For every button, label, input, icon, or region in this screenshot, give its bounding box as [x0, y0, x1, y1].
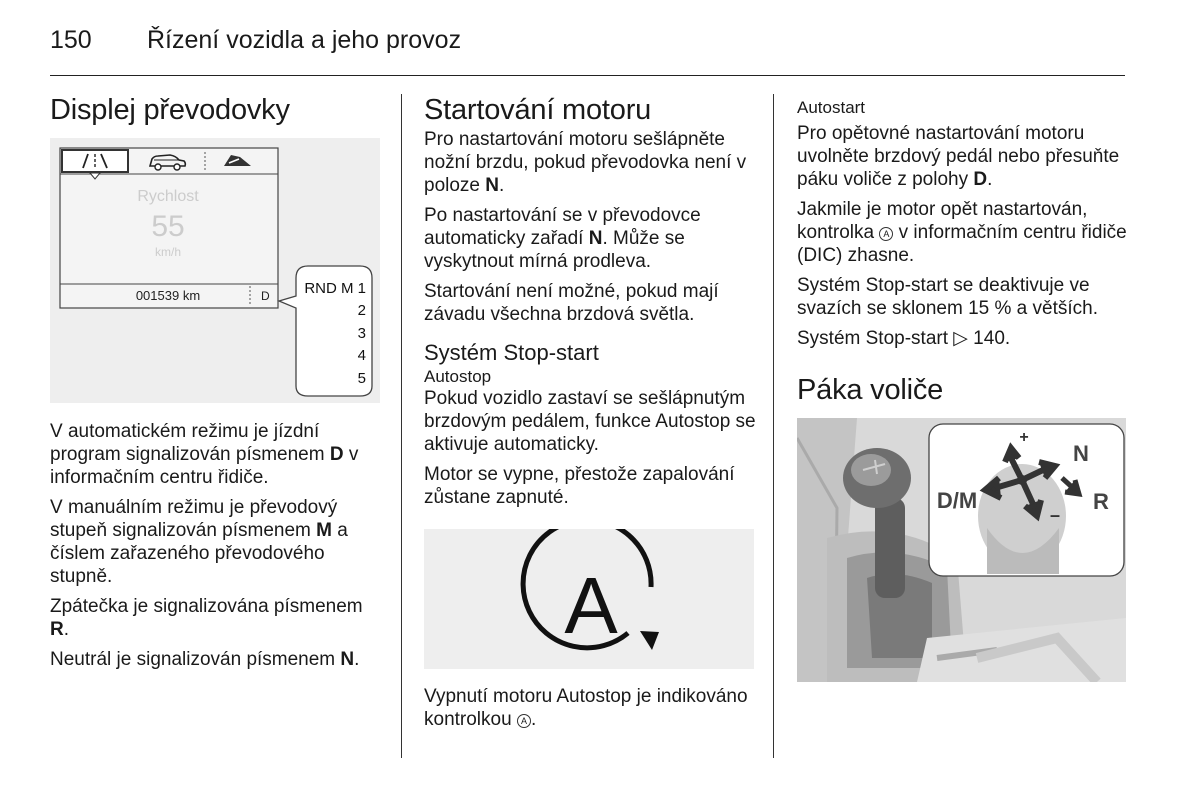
- lever-n-label: N: [1073, 441, 1089, 466]
- paragraph-stop-start-ref: Systém Stop-start ▷ 140.: [797, 328, 1011, 349]
- lever-minus-label: –: [1049, 505, 1061, 525]
- lever-r-label: R: [1093, 489, 1109, 514]
- autostop-symbol-icon: A: [879, 227, 893, 241]
- column-autostart: [797, 97, 1127, 682]
- subheading-stop-start: Systém Stop-start: [424, 340, 599, 365]
- callout-gear-5: 5: [357, 370, 366, 387]
- paragraph-autostart-restart: Pro opětovné nastartování motoru uvolněte brzdový pedál nebo přesuňte páku voliče z polohy D.: [797, 123, 1120, 190]
- odometer: 001539 km: [135, 288, 201, 303]
- paragraph-after-start: Po nastartování se v převodovce automaticky zařadí N. Může se vyskytnout mírná prodleva.: [424, 205, 701, 272]
- column-transmission-display: [50, 92, 382, 678]
- dic-display-figure: [50, 138, 380, 403]
- paragraph-brake-lights: Startování není možné, pokud mají závadu všechna brzdová světla.: [424, 281, 719, 325]
- subheading-autostop: Autostop: [424, 367, 492, 386]
- selector-lever-figure: [797, 418, 1126, 682]
- speed-label: Rychlost: [137, 188, 199, 205]
- paragraph-slope-deactivation: Systém Stop-start se deaktivuje ve svazích se sklonem 15 % a větších.: [797, 275, 1098, 319]
- paragraph-autostop: Pokud vozidlo zastaví se sešlápnutým brzdovým pedálem, funkce Autostop se aktivuje automaticky.: [424, 388, 756, 455]
- heading-engine-start: Startování motoru: [424, 94, 652, 126]
- subheading-autostart: Autostart: [797, 98, 866, 117]
- speed-value: 55: [151, 210, 185, 243]
- autostop-symbol-icon: A: [517, 714, 531, 728]
- paragraph-automatic-mode: V automatickém režimu je jízdní program signalizován písmenem D v informačním centru řidiče.: [50, 421, 359, 488]
- autostop-icon-letter: A: [564, 561, 618, 650]
- gear-indicator: D: [261, 289, 270, 303]
- autostop-icon: [424, 529, 754, 669]
- paragraph-autostart-indicator: Jakmile je motor opět nastartován, kontrolka A v informačním centru řidiče (DIC) zhasne.: [797, 199, 1127, 266]
- speed-unit: km/h: [154, 245, 182, 259]
- lever-dm-label: D/M: [936, 488, 978, 513]
- autostop-figure: [424, 529, 754, 669]
- paragraph-neutral: Neutrál je signalizován písmenem N.: [50, 649, 360, 670]
- paragraph-engine-off: Motor se vypne, přestože zapalování zůstane zapnuté.: [424, 464, 735, 508]
- paragraph-reverse: Zpátečka je signalizována písmenem R.: [50, 596, 363, 640]
- paragraph-manual-mode: V manuálním režimu je převodový stupeň signalizován písmenem M a číslem zařazeného převodového stupně.: [50, 497, 348, 587]
- paragraph-start-brake: Pro nastartování motoru sešlápněte nožní brzdu, pokud převodovka není v poloze N.: [424, 129, 747, 196]
- column-divider-2: [773, 94, 774, 758]
- lever-plus-label: +: [1019, 429, 1029, 446]
- cross-reference-arrow-icon: ▷: [953, 328, 968, 349]
- column-engine-start: [424, 92, 759, 738]
- callout-gear-3: 3: [357, 325, 366, 342]
- callout-gear-2: 2: [357, 302, 366, 319]
- paragraph-autostop-indicator: Vypnutí motoru Autostop je indikováno kontrolkou A .: [424, 686, 748, 730]
- callout-gear-row: RND M 1: [304, 280, 366, 297]
- running-title: Řízení vozidla a jeho provoz: [147, 26, 462, 54]
- page-header: [50, 26, 1125, 76]
- column-divider-1: [401, 94, 402, 758]
- heading-selector-lever: Páka voliče: [797, 374, 944, 406]
- heading-transmission-display: Displej převodovky: [50, 94, 290, 126]
- callout-gear-4: 4: [357, 347, 366, 364]
- page-number: 150: [50, 26, 92, 54]
